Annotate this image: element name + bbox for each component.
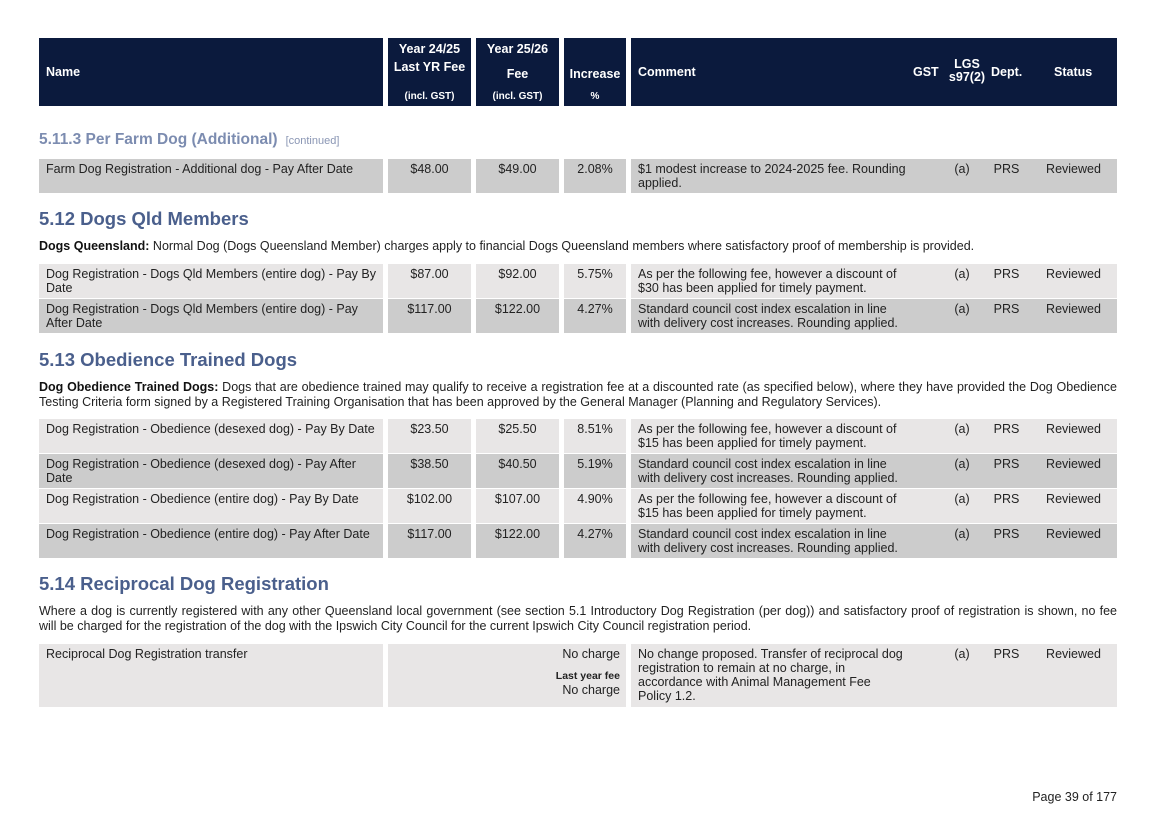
table-row: Farm Dog Registration - Additional dog - Pay After Date $48.00 $49.00 2.08% $1 modest increase to 2024-2025 fee. Rounding applied. (a) PRS Reviewed	[39, 159, 1117, 193]
section-intro-5-14: Where a dog is currently registered with any other Queensland local government (see section 5.1 Introductory Dog Registration (per dog)) and satisfactory proof of registration is shown, no fee will be charged for the registration of the dog with the Ipswich City Council for the current Ipswich City Council registration period.	[39, 604, 1117, 633]
table-row: Dog Registration - Obedience (desexed dog) - Pay After Date $38.50 $40.50 5.19% Standard council cost index escalation in line with delivery cost increases. Rounding applied. (a) PRS Reviewed	[39, 454, 1117, 488]
fee-block: No charge Last year fee No charge	[388, 644, 626, 707]
section-title-5-12: 5.12 Dogs Qld Members	[39, 208, 249, 229]
table-row: Reciprocal Dog Registration transfer No charge Last year fee No charge No change proposed. Transfer of reciprocal dog registration to remain at no charge, in accordance with Animal Management Fee Policy 1.2. (a) PRS Reviewed	[39, 644, 1117, 707]
last-year-fee-label: Last year fee	[555, 670, 620, 682]
header-dept: Dept.	[991, 65, 1023, 79]
section-intro-5-12: Dogs Queensland: Normal Dog (Dogs Queensland Member) charges apply to financial Dogs Queensland members where satisfactory proof of membership is provided.	[39, 239, 975, 253]
table-row: Dog Registration - Obedience (desexed dog) - Pay By Date $23.50 $25.50 8.51% As per the following fee, however a discount of $15 has been applied for timely payment. (a) PRS Reviewed	[39, 419, 1117, 453]
table-row: Dog Registration - Dogs Qld Members (entire dog) - Pay After Date $117.00 $122.00 4.27% Standard council cost index escalation in line with delivery cost increases. Rounding applied. (a) PRS Reviewed	[39, 299, 1117, 333]
header-fee: Year 25/26 Fee (incl. GST)	[476, 38, 559, 106]
header-name: Name	[39, 38, 383, 106]
header-comment-group	[631, 38, 1117, 106]
section-title-5-13: 5.13 Obedience Trained Dogs	[39, 349, 298, 370]
section-intro-5-13: Dog Obedience Trained Dogs: Dogs that are obedience trained may qualify to receive a registration fee at a discounted rate (as specified below), where they have provided the Dog Obedience Testing Criteria form signed by a Registered Training Organisation that has been approved by the General Manager (Planning and Regulatory Services).	[39, 380, 1117, 409]
table-row: Dog Registration - Obedience (entire dog) - Pay By Date $102.00 $107.00 4.90% As per the following fee, however a discount of $15 has been applied for timely payment. (a) PRS Reviewed	[39, 489, 1117, 523]
fee-table-header	[39, 38, 1117, 106]
header-gst: GST	[913, 65, 939, 79]
table-row: Dog Registration - Obedience (entire dog) - Pay After Date $117.00 $122.00 4.27% Standard council cost index escalation in line with delivery cost increases. Rounding applied. (a) PRS Reviewed	[39, 524, 1117, 558]
header-lgs: LGS s97(2)	[948, 57, 986, 84]
table-row: Dog Registration - Dogs Qld Members (entire dog) - Pay By Date $87.00 $92.00 5.75% As per the following fee, however a discount of $30 has been applied for timely payment. (a) PRS Reviewed	[39, 264, 1117, 298]
continued-label: [continued]	[285, 135, 340, 147]
section-title-5-14: 5.14 Reciprocal Dog Registration	[39, 573, 329, 594]
section-title-5-11-3: 5.11.3 Per Farm Dog (Additional) [continued]	[39, 131, 340, 148]
header-last-year-fee: Year 24/25 Last YR Fee (incl. GST)	[388, 38, 471, 106]
header-status: Status	[1054, 65, 1093, 79]
header-increase: Increase %	[564, 38, 626, 106]
page-number: Page 39 of 177	[1032, 790, 1117, 804]
header-comment: Comment	[638, 65, 696, 79]
